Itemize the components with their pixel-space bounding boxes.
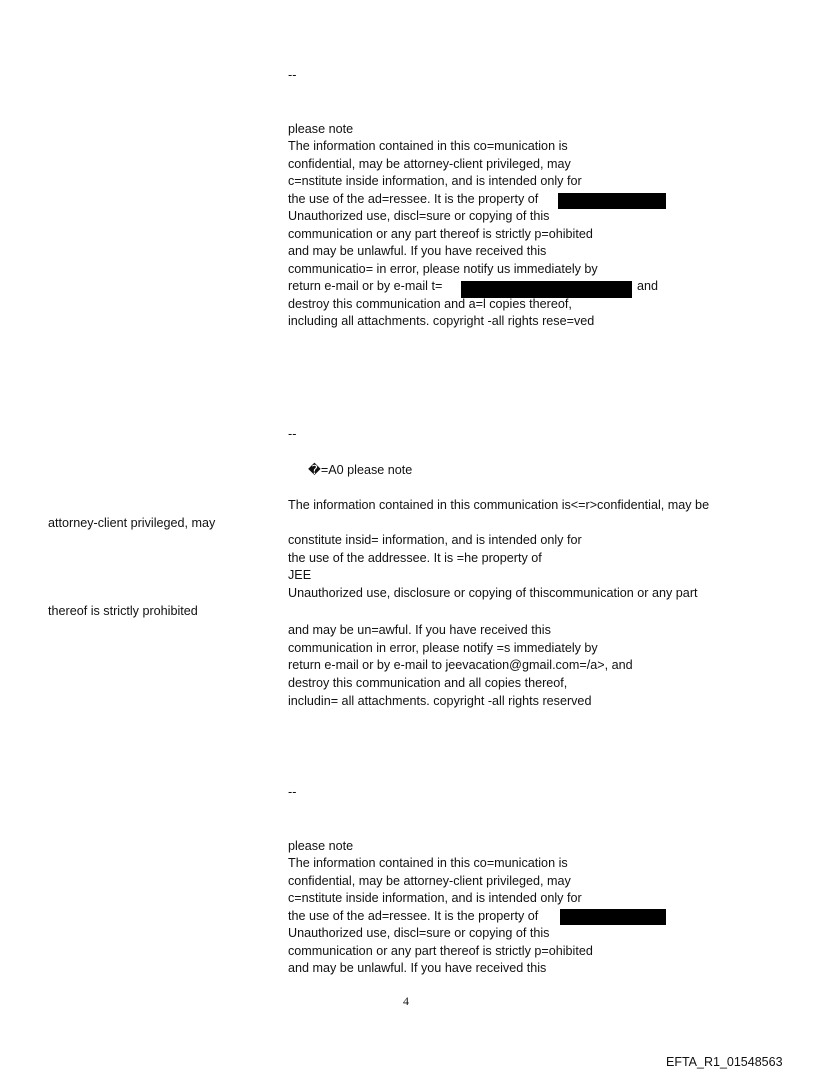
page-number: 4 — [403, 994, 409, 1008]
text-line: and may be unlawful. If you have received this — [288, 961, 547, 975]
text-heading: �=A0 please note — [308, 463, 413, 477]
text-word: and — [637, 279, 659, 293]
text-line: confidential, may be attorney-client privileged, may — [288, 157, 571, 171]
text-line: The information contained in this co=munication is — [288, 139, 568, 153]
redaction-box — [560, 909, 666, 925]
text-line: return e-mail or by e-mail t= — [288, 279, 443, 293]
text-line: the use of the ad=ressee. It is the property of — [288, 909, 539, 923]
text-line: The information contained in this communication is<=r>confidential, may be — [288, 498, 710, 512]
text-line: destroy this communication and a=l copies thereof, — [288, 297, 572, 311]
text-line: please note — [288, 839, 354, 853]
text-line: Unauthorized use, discl=sure or copying of this — [288, 926, 550, 940]
text-line: communication or any part thereof is strictly p=ohibited — [288, 227, 593, 241]
text-line: and may be un=awful. If you have received this — [288, 623, 551, 637]
text-line: Unauthorized use, discl=sure or copying of this — [288, 209, 550, 223]
text-line: c=nstitute inside information, and is intended only for — [288, 891, 582, 905]
text-line: attorney-client privileged, may — [48, 516, 216, 530]
separator: -- — [288, 785, 297, 799]
text-line: confidential, may be attorney-client privileged, may — [288, 874, 571, 888]
text-line: communication or any part thereof is strictly p=ohibited — [288, 944, 593, 958]
text-line: please note — [288, 122, 354, 136]
separator: -- — [288, 68, 297, 82]
text-line: communicatio= in error, please notify us immediately by — [288, 262, 598, 276]
text-line: destroy this communication and all copies thereof, — [288, 676, 568, 690]
text-line: the use of the ad=ressee. It is the property of — [288, 192, 539, 206]
text-line: c=nstitute inside information, and is intended only for — [288, 174, 582, 188]
text-line: thereof is strictly prohibited — [48, 604, 198, 618]
text-line: communication in error, please notify =s immediately by — [288, 641, 598, 655]
text-line: constitute insid= information, and is intended only for — [288, 533, 582, 547]
text-line: and may be unlawful. If you have received this — [288, 244, 547, 258]
text-line: includin= all attachments. copyright -all rights reserved — [288, 694, 592, 708]
text-line: return e-mail or by e-mail to jeevacation@gmail.com=/a>, and — [288, 658, 633, 672]
redaction-box — [558, 193, 666, 209]
text-line: the use of the addressee. It is =he property of — [288, 551, 542, 565]
document-id: EFTA_R1_01548563 — [666, 1055, 783, 1069]
text-line: including all attachments. copyright -all rights rese=ved — [288, 314, 595, 328]
text-line: JEE — [288, 568, 312, 582]
text-line: The information contained in this co=munication is — [288, 856, 568, 870]
text-line: Unauthorized use, disclosure or copying of thiscommunication or any part — [288, 586, 698, 600]
separator: -- — [288, 427, 297, 441]
